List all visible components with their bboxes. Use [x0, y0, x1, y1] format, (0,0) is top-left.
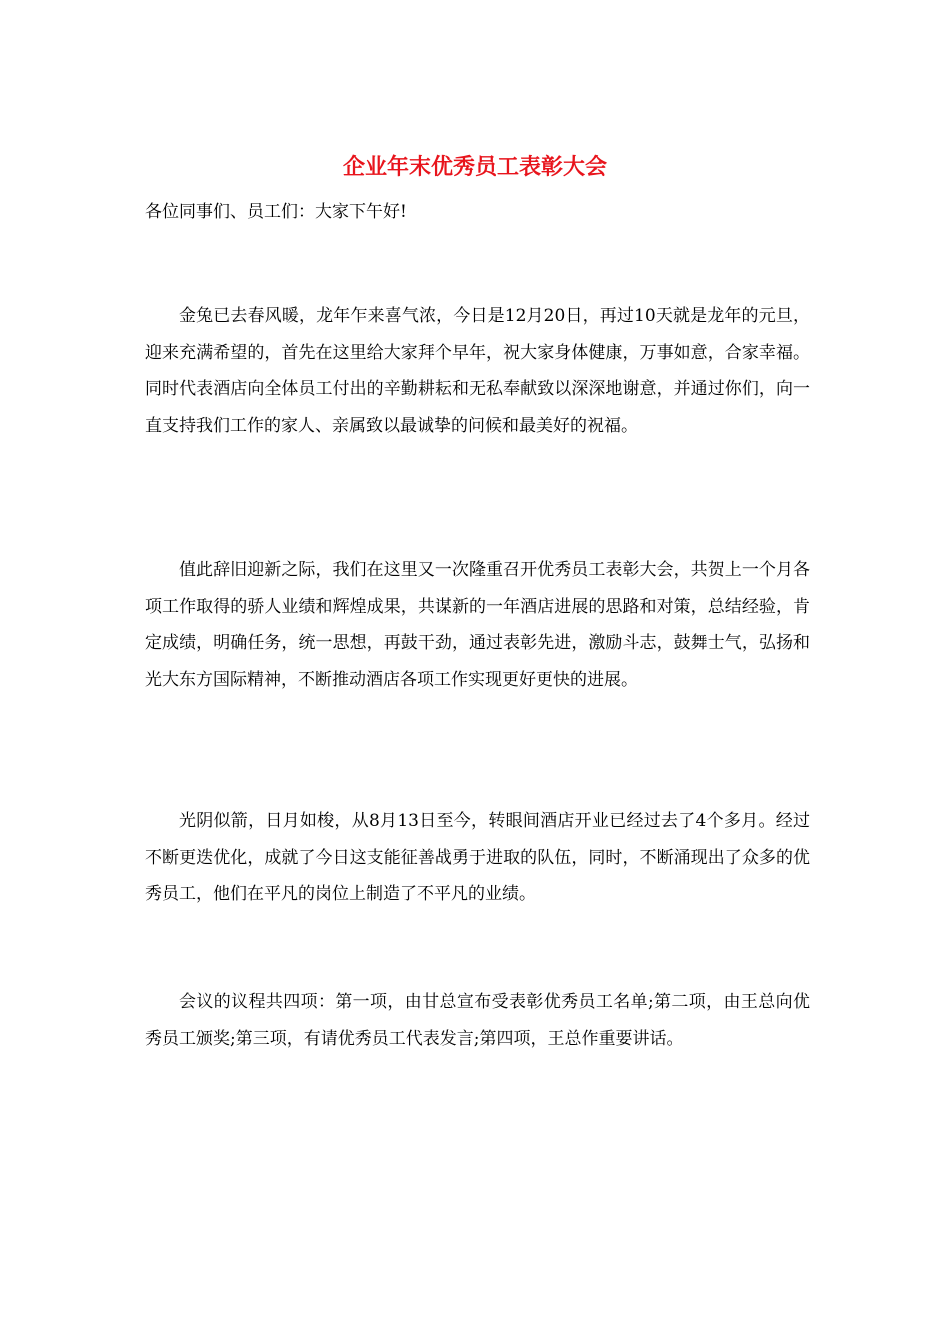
document-title: 企业年末优秀员工表彰大会	[342, 154, 607, 180]
greeting-line: 各位同事们、员工们：大家下午好!	[145, 202, 407, 222]
paragraph-history: 光阴似箭，日月如梭，从8月13日至今，转眼间酒店开业已经过去了4个多月。经过不断更迭优化，成就了今日这支能征善战勇于进取的队伍，同时，不断涌现出了众多的优秀员工，他们在平凡的岗位上制造了不平凡的业绩。	[145, 811, 810, 904]
paragraph-opening: 金兔已去春风暖，龙年乍来喜气浓，今日是12月20日，再过10天就是龙年的元旦，迎来充满希望的，首先在这里给大家拜个早年，祝大家身体健康，万事如意，合家幸福。同时代表酒店向全体员工付出的辛勤耕耘和无私奉献致以深深地谢意，并通过你们，向一直支持我们工作的家人、亲属致以最诚挚的问候和最美好的祝福。	[145, 306, 810, 436]
paragraph-purpose: 值此辞旧迎新之际，我们在这里又一次隆重召开优秀员工表彰大会，共贺上一个月各项工作取得的骄人业绩和辉煌成果，共谋新的一年酒店进展的思路和对策，总结经验，肯定成绩，明确任务，统一思想，再鼓干劲，通过表彰先进，激励斗志，鼓舞士气，弘扬和光大东方国际精神，不断推动酒店各项工作实现更好更快的进展。	[145, 560, 810, 690]
paragraph-agenda: 会议的议程共四项：第一项，由甘总宣布受表彰优秀员工名单;第二项，由王总向优秀员工颁奖;第三项，有请优秀员工代表发言;第四项，王总作重要讲话。	[145, 992, 810, 1049]
